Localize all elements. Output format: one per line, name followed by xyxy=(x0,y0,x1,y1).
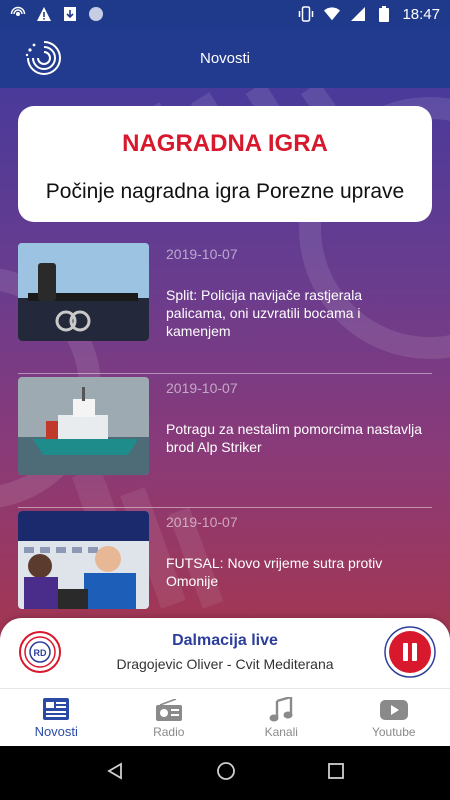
news-icon xyxy=(42,696,70,722)
news-title: FUTSAL: Novo vrijeme sutra protiv Omonije xyxy=(166,555,383,589)
circle-icon xyxy=(88,6,104,22)
warning-icon xyxy=(36,6,52,22)
music-note-icon xyxy=(267,697,295,723)
player-bar[interactable] xyxy=(0,618,450,688)
bottom-nav xyxy=(0,688,450,746)
station-logo-icon xyxy=(18,630,62,674)
nav-label: Youtube xyxy=(371,724,416,739)
status-bar xyxy=(0,0,450,28)
news-list xyxy=(18,240,432,642)
news-thumbnail-futsal xyxy=(18,511,149,609)
news-feed[interactable] xyxy=(0,88,450,648)
nav-label: Novosti xyxy=(34,724,78,739)
app-logo-icon[interactable] xyxy=(24,38,64,78)
news-date: 2019-10-07 xyxy=(166,514,238,530)
hotspot-icon xyxy=(10,6,26,22)
system-navigation-bar xyxy=(0,746,450,800)
news-date: 2019-10-07 xyxy=(166,246,238,262)
download-icon xyxy=(62,6,78,22)
nav-label: Radio xyxy=(153,724,185,739)
wifi-icon xyxy=(324,6,340,22)
nav-item-radio[interactable] xyxy=(113,689,226,746)
station-logo-text: RD xyxy=(33,648,47,658)
page-title: Novosti xyxy=(199,49,251,67)
promo-text: Počinje nagradna igra Porezne uprave xyxy=(45,180,405,203)
news-item[interactable] xyxy=(18,240,432,374)
clock-time: 18:47 xyxy=(402,5,440,23)
now-playing-track: Dragojevic Oliver - Cvit Mediterana xyxy=(116,656,334,672)
battery-icon xyxy=(376,6,392,22)
youtube-icon xyxy=(380,697,408,723)
app-bar xyxy=(0,28,450,88)
pause-button[interactable] xyxy=(384,626,436,678)
nav-label: Kanali xyxy=(264,724,298,739)
nav-item-kanali[interactable] xyxy=(225,689,338,746)
news-date: 2019-10-07 xyxy=(166,380,238,396)
news-title: Potragu za nestalim pomorcima nastavlja brod Alp Striker xyxy=(166,421,423,455)
nav-item-novosti[interactable] xyxy=(0,689,113,746)
vibrate-icon xyxy=(298,6,314,22)
recents-icon[interactable] xyxy=(328,763,344,784)
news-title: Split: Policija navijače rastjerala palicama, oni uzvratili bocama i kamenjem xyxy=(166,287,363,339)
news-thumbnail-ship xyxy=(18,377,149,475)
signal-icon xyxy=(350,6,366,22)
back-icon[interactable] xyxy=(106,762,124,785)
news-item[interactable] xyxy=(18,374,432,508)
nav-item-youtube[interactable] xyxy=(338,689,450,746)
radio-icon xyxy=(155,697,183,723)
station-name: Dalmacija live xyxy=(172,632,278,649)
home-icon[interactable] xyxy=(216,761,236,786)
news-thumbnail-police xyxy=(18,243,149,341)
promo-card[interactable] xyxy=(18,106,432,222)
promo-title: NAGRADNA IGRA xyxy=(122,130,328,157)
